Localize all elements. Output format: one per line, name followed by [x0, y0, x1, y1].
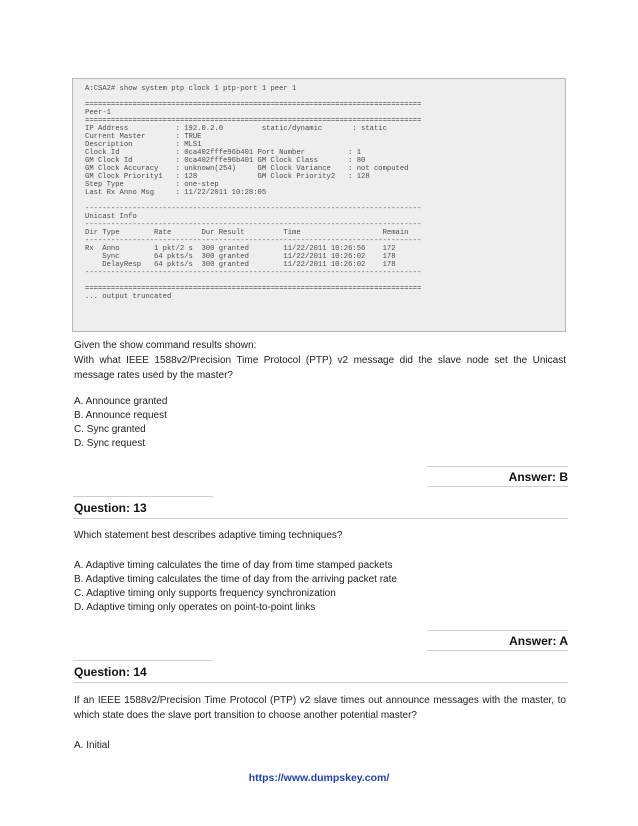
question-text: With what IEEE 1588v2/Precision Time Protocol (PTP) v2 message did the slave node set the Unicast message rates used by the master?	[74, 355, 566, 381]
answer-label: Answer: A	[509, 634, 568, 648]
terminal-line: Description : MLS1	[85, 141, 202, 149]
terminal-line: IP Address : 192.0.2.0 static/dynamic : static	[85, 125, 387, 133]
question-heading-rule	[73, 660, 213, 661]
terminal-command: A:CSA2# show system ptp clock 1 ptp-port 1 peer 1	[85, 85, 297, 93]
terminal-line: DelayResp 64 pkts/s 300 granted 11/22/2011 10:26:02 178	[85, 261, 396, 269]
answer-label: Answer: B	[508, 470, 568, 484]
terminal-line: GM Clock Accuracy : unknown(254) GM Clock Variance : not computed	[85, 165, 409, 173]
terminal-line: ------------------------------------------------------------------------------	[85, 237, 422, 245]
terminal-line: ==============================================================================	[85, 117, 422, 125]
footer-link[interactable]: https://www.dumpskey.com/	[248, 772, 390, 784]
terminal-line: ==============================================================================	[85, 101, 422, 109]
option-a: A. Initial	[74, 740, 110, 751]
answer-rule	[427, 650, 568, 651]
answer-rule	[427, 630, 568, 631]
terminal-line	[85, 197, 565, 205]
question-intro: Given the show command results shown:	[74, 340, 257, 351]
terminal-line: Step Type : one-step	[85, 181, 219, 189]
terminal-line: Rx Anno 1 pkt/2 s 300 granted 11/22/2011 10:26:56 172	[85, 245, 396, 253]
option-d: D. Sync request	[74, 438, 146, 449]
answer-rule	[427, 486, 568, 487]
terminal-line	[85, 277, 565, 285]
option-a: A. Adaptive timing calculates the time of day from time stamped packets	[74, 560, 393, 571]
terminal-line: ==============================================================================	[85, 285, 422, 293]
terminal-line: GM Clock Priority1 : 128 GM Clock Priority2 : 128	[85, 173, 370, 181]
terminal-line: ------------------------------------------------------------------------------	[85, 205, 422, 213]
terminal-line: GM Clock Id : 0ca402fffe96b401 GM Clock Class : 80	[85, 157, 366, 165]
terminal-line: Current Master : TRUE	[85, 133, 202, 141]
terminal-screenshot	[72, 78, 566, 332]
option-b: B. Adaptive timing calculates the time of day from the arriving packet rate	[74, 574, 397, 585]
question-heading-underline	[73, 682, 568, 683]
question-heading-underline	[73, 518, 568, 519]
terminal-line	[85, 93, 565, 101]
terminal-line: ------------------------------------------------------------------------------	[85, 221, 422, 229]
question-text: If an IEEE 1588v2/Precision Time Protocol (PTP) v2 slave times out announce messages with the master, to which state does the slave port transition to choose another potential master?	[74, 695, 566, 721]
answer-rule	[427, 466, 568, 467]
option-c: C. Adaptive timing only supports frequency synchronization	[74, 588, 336, 599]
question-heading: Question: 13	[74, 501, 147, 515]
terminal-line: Peer-1	[85, 109, 111, 117]
terminal-line: Unicast Info	[85, 213, 137, 221]
terminal-line: ... output truncated	[85, 293, 172, 301]
option-b: B. Announce request	[74, 410, 167, 421]
option-d: D. Adaptive timing only operates on point-to-point links	[74, 602, 316, 613]
question-heading: Question: 14	[74, 665, 147, 679]
terminal-line: Last Rx Anno Msg : 11/22/2011 10:28:05	[85, 189, 267, 197]
terminal-line: Clock Id : 0ca402fffe96b401 Port Number : 1	[85, 149, 362, 157]
option-c: C. Sync granted	[74, 424, 146, 435]
question-text: Which statement best describes adaptive timing techniques?	[74, 530, 343, 541]
question-heading-rule	[73, 496, 213, 497]
terminal-line: Dir Type Rate Dur Result Time Remain	[85, 229, 409, 237]
option-a: A. Announce granted	[74, 396, 168, 407]
terminal-line: Sync 64 pkts/s 300 granted 11/22/2011 10:26:02 178	[85, 253, 396, 261]
terminal-line: ------------------------------------------------------------------------------	[85, 269, 422, 277]
